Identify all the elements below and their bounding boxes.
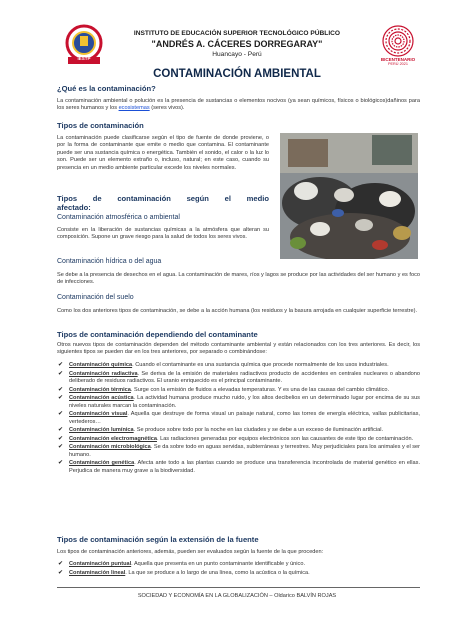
pollution-photo bbox=[280, 133, 418, 259]
bicentenario-subtext: PERÚ 2021 bbox=[387, 62, 409, 66]
item-term: Contaminación acústica bbox=[69, 395, 134, 402]
item-desc: . Surge con la emisión de fluidos a elevadas temperaturas. Y es una de las causas del cambio climático. bbox=[130, 386, 390, 393]
institute-type: INSTITUTO DE EDUCACIÓN SUPERIOR TECNOLÓGICO PÚBLICO bbox=[133, 30, 341, 37]
list-item bbox=[57, 387, 420, 394]
item-desc: . Se da sobre todo en aguas servidas, subterráneas y terrestres. Muy perjudiciales para los animales y el ser humano. bbox=[69, 444, 421, 458]
item-desc: . Aquella que destruye de forma visual un paisaje natural, como las torres de energía eléctrica, vallas publicitarias, vertederos… bbox=[69, 411, 420, 425]
list-item bbox=[57, 362, 420, 369]
ecosistemas-link[interactable]: ecosistemas bbox=[118, 105, 150, 112]
item-desc: . Se deriva de la emisión de materiales radiactivos producto de accidentes en centrales nucleares o abandono deliberado de residuos radiactivos. El uranio enriquecido es el principal contaminante. bbox=[69, 370, 421, 384]
item-term: Contaminación química bbox=[69, 362, 133, 368]
institute-location: Huancayo - Perú bbox=[212, 51, 262, 58]
fuente-list bbox=[57, 561, 420, 578]
item-term: Contaminación genética bbox=[69, 460, 135, 467]
definition-paragraph bbox=[57, 98, 420, 113]
item-term: Contaminación electromagnética bbox=[69, 435, 157, 442]
list-item bbox=[57, 371, 420, 386]
subheading-suelo: Contaminación del suelo bbox=[57, 294, 134, 301]
definition-text-a: La contaminación ambiental o polución es la presencia de sustancias o elementos nocivos (ya sean químicos, físicos o biológicos)dañinos para los seres humanos y los bbox=[57, 98, 420, 112]
contaminante-intro: Otros nuevos tipos de contaminación dependen del método contaminante ambiental y están relacionados con los tres anteriores. Es decir, los siguientes tipos se pueden dar en los tres anteriores, por separado o combinándose: bbox=[57, 342, 420, 356]
atmosferica-text: Consiste en la liberación de sustancias químicas a la atmósfera que alteran su composición. Supone un grave riesgo para la salud de todos los seres vivos. bbox=[57, 227, 269, 241]
item-term: Contaminación lineal bbox=[69, 569, 126, 576]
item-term: Contaminación microbiológica bbox=[69, 444, 151, 451]
suelo-text: Como los dos anteriores tipos de contaminación, se debe a la acción humana (los residuos y la basura arrojada en cualquier superficie terrestre). bbox=[57, 308, 418, 314]
fuente-intro: Los tipos de contaminación anteriores, además, pueden ser evaluados según la fuente de la que proceden: bbox=[57, 549, 324, 555]
list-item bbox=[57, 444, 420, 459]
tipos-paragraph: La contaminación puede clasificarse según el tipo de fuente de donde proviene, o por la forma de contaminante que emite o medio que contamina. El contaminante puede ser una sustancia química o energética. También el sonido, el calor o la luz lo son. Puede ser un elemento extraño o, incluso, natural; en este caso, cuando su presencia en un medio ambiente particular excede los niveles normales. bbox=[57, 135, 269, 171]
medio-heading-line2: afectado: bbox=[57, 203, 91, 212]
list-item bbox=[57, 561, 420, 568]
footer-text: SOCIEDAD Y ECONOMÍA EN LA GLOBALIZACIÓN – Oldarico BALVÍN ROJAS bbox=[137, 593, 337, 599]
subheading-hidrica: Contaminación hídrica o del agua bbox=[57, 258, 162, 265]
item-desc: . Aquella que presenta en un punto contaminante identificable y único. bbox=[131, 561, 305, 567]
list-item bbox=[57, 395, 420, 410]
section-heading-medio bbox=[57, 194, 269, 212]
item-desc: . Afecta ante todo a las plantas cuando se produce una transferencia incontrolada de material genético en ellas. Perjudica de manera muy grave a la biodiversidad. bbox=[69, 460, 420, 474]
item-desc: . Cuando el contaminante es una sustancia química que procede normalmente de los usos industriales. bbox=[132, 362, 389, 368]
subheading-atmosferica: Contaminación atmosférica o ambiental bbox=[57, 214, 180, 221]
footer-divider bbox=[57, 587, 420, 588]
item-desc: . La actividad humana produce mucho ruido, y los altos decibelios en un determinado lugar por encima de su sus niveles naturales marcan la contaminación. bbox=[69, 395, 420, 409]
medio-heading-line1: Tipos de contaminación según el medio bbox=[57, 194, 269, 203]
item-desc: . Las radiaciones generadas por equipos electrónicos son las causantes de este tipo de contaminación. bbox=[156, 435, 414, 442]
section-heading-contaminante: Tipos de contaminación dependiendo del contaminante bbox=[57, 330, 258, 339]
item-desc: . La que se produce a lo largo de una línea, como la acústica o la química. bbox=[125, 569, 310, 576]
logo-text: IESTP bbox=[77, 56, 91, 61]
page-title: CONTAMINACIÓN AMBIENTAL bbox=[153, 68, 321, 80]
section-heading-fuente: Tipos de contaminación según la extensión de la fuente bbox=[57, 535, 259, 544]
list-item bbox=[57, 570, 420, 577]
definition-text-b: (seres vivos). bbox=[149, 105, 185, 112]
bicentenario-text: BICENTENARIO bbox=[380, 57, 416, 62]
section-heading-que-es: ¿Qué es la contaminación? bbox=[57, 84, 156, 93]
contaminante-list bbox=[57, 362, 420, 476]
item-desc: . Se produce sobre todo por la noche en las ciudades y se debe a un exceso de iluminación artificial. bbox=[133, 427, 384, 434]
institute-name: "ANDRÉS A. CÁCERES DORREGARAY" bbox=[151, 39, 323, 49]
list-item bbox=[57, 436, 420, 443]
item-term: Contaminación puntual bbox=[69, 561, 132, 567]
hidrica-text: Se debe a la presencia de desechos en el agua. La contaminación de mares, ríos y lagos se produce por las actividades del ser humano y es foco de infecciones. bbox=[57, 272, 420, 286]
list-item bbox=[57, 460, 420, 475]
section-heading-tipos: Tipos de contaminación bbox=[57, 121, 144, 130]
item-term: Contaminación radiactiva bbox=[69, 370, 138, 377]
list-item bbox=[57, 427, 420, 434]
list-item bbox=[57, 411, 420, 426]
item-term: Contaminación térmica bbox=[69, 386, 131, 393]
logo-subtext: HUANCAYO bbox=[75, 61, 93, 65]
item-term: Contaminación lumínica bbox=[69, 427, 134, 434]
item-term: Contaminación visual bbox=[69, 411, 128, 418]
